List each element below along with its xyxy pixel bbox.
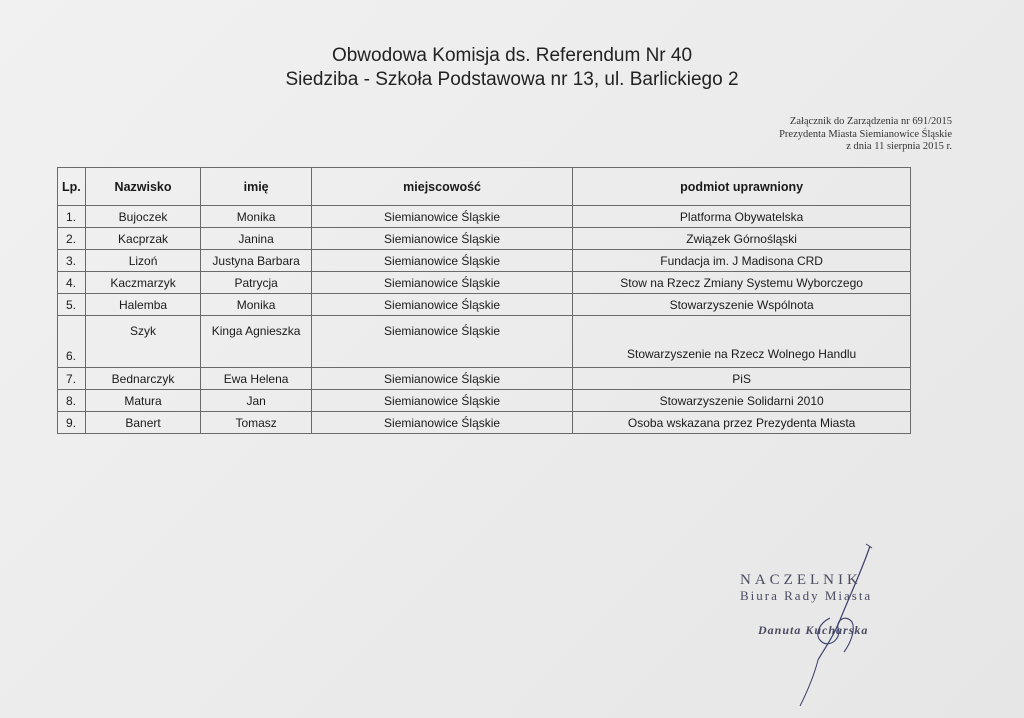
cell-entity: Stow na Rzecz Zmiany Systemu Wyborczego: [573, 272, 911, 294]
header-lp: Lp.: [58, 168, 86, 206]
header-first-name: imię: [201, 168, 312, 206]
cell-town: Siemianowice Śląskie: [311, 316, 572, 368]
cell-surname: Banert: [85, 412, 201, 434]
title-line-1: Obwodowa Komisja ds. Referendum Nr 40: [331, 45, 693, 66]
stamp-name: Danuta Kucharska: [758, 623, 869, 637]
header-entity: podmiot uprawniony: [573, 168, 911, 206]
cell-entity: Stowarzyszenie Solidarni 2010: [573, 390, 911, 412]
cell-lp: 6.: [58, 316, 86, 368]
table-row: [58, 412, 911, 434]
cell-town: Siemianowice Śląskie: [311, 272, 572, 294]
cell-town: Siemianowice Śląskie: [311, 368, 572, 390]
members-table: [57, 167, 911, 434]
cell-town: Siemianowice Śląskie: [311, 412, 572, 434]
handwritten-signature: [770, 540, 910, 710]
cell-first-name: Janina: [201, 228, 312, 250]
stamp-title: NACZELNIK: [740, 572, 862, 588]
attachment-line-1: Załącznik do Zarządzenia nr 691/2015: [789, 116, 952, 127]
table-row: [58, 316, 911, 368]
attachment-line-3: z dnia 11 sierpnia 2015 r.: [846, 141, 952, 152]
cell-first-name: Jan: [201, 390, 312, 412]
cell-surname: Bujoczek: [85, 206, 201, 228]
cell-first-name: Patrycja: [201, 272, 312, 294]
cell-first-name: Monika: [201, 294, 312, 316]
table-row: [58, 250, 911, 272]
table-row: [58, 228, 911, 250]
cell-first-name: Ewa Helena: [201, 368, 312, 390]
header-town: miejscowość: [311, 168, 572, 206]
cell-surname: Kacprzak: [85, 228, 201, 250]
cell-town: Siemianowice Śląskie: [311, 294, 572, 316]
cell-surname: Matura: [85, 390, 201, 412]
document-title: [0, 44, 1024, 92]
table-row: [58, 272, 911, 294]
table-row: [58, 206, 911, 228]
cell-entity: PiS: [573, 368, 911, 390]
cell-first-name: Kinga Agnieszka: [201, 316, 312, 368]
cell-entity: Stowarzyszenie na Rzecz Wolnego Handlu: [573, 316, 911, 368]
cell-entity: Platforma Obywatelska: [573, 206, 911, 228]
cell-lp: 4.: [58, 272, 86, 294]
cell-lp: 3.: [58, 250, 86, 272]
cell-lp: 5.: [58, 294, 86, 316]
table-header-row: [58, 168, 911, 206]
cell-surname: Kaczmarzyk: [85, 272, 201, 294]
cell-town: Siemianowice Śląskie: [311, 228, 572, 250]
cell-lp: 7.: [58, 368, 86, 390]
attachment-line-2: Prezydenta Miasta Siemianowice Śląskie: [779, 128, 952, 140]
cell-lp: 1.: [58, 206, 86, 228]
table-row: [58, 390, 911, 412]
cell-surname: Lizoń: [85, 250, 201, 272]
cell-first-name: Tomasz: [201, 412, 312, 434]
cell-entity: Stowarzyszenie Wspólnota: [573, 294, 911, 316]
header-surname: Nazwisko: [85, 168, 201, 206]
cell-entity: Związek Górnośląski: [573, 228, 911, 250]
table-row: [58, 368, 911, 390]
cell-surname: Szyk: [85, 316, 201, 368]
table-row: [58, 294, 911, 316]
cell-surname: Halemba: [85, 294, 201, 316]
cell-surname: Bednarczyk: [85, 368, 201, 390]
stamp-subtitle: Biura Rady Miasta: [740, 588, 873, 603]
cell-town: Siemianowice Śląskie: [311, 250, 572, 272]
cell-entity: Osoba wskazana przez Prezydenta Miasta: [573, 412, 911, 434]
cell-first-name: Justyna Barbara: [201, 250, 312, 272]
attachment-note: [770, 116, 952, 154]
cell-town: Siemianowice Śląskie: [311, 390, 572, 412]
cell-town: Siemianowice Śląskie: [311, 206, 572, 228]
cell-first-name: Monika: [201, 206, 312, 228]
cell-lp: 2.: [58, 228, 86, 250]
title-line-2: Siedziba - Szkoła Podstawowa nr 13, ul. Barlickiego 2: [285, 69, 739, 90]
cell-lp: 9.: [58, 412, 86, 434]
cell-lp: 8.: [58, 390, 86, 412]
cell-entity: Fundacja im. J Madisona CRD: [573, 250, 911, 272]
